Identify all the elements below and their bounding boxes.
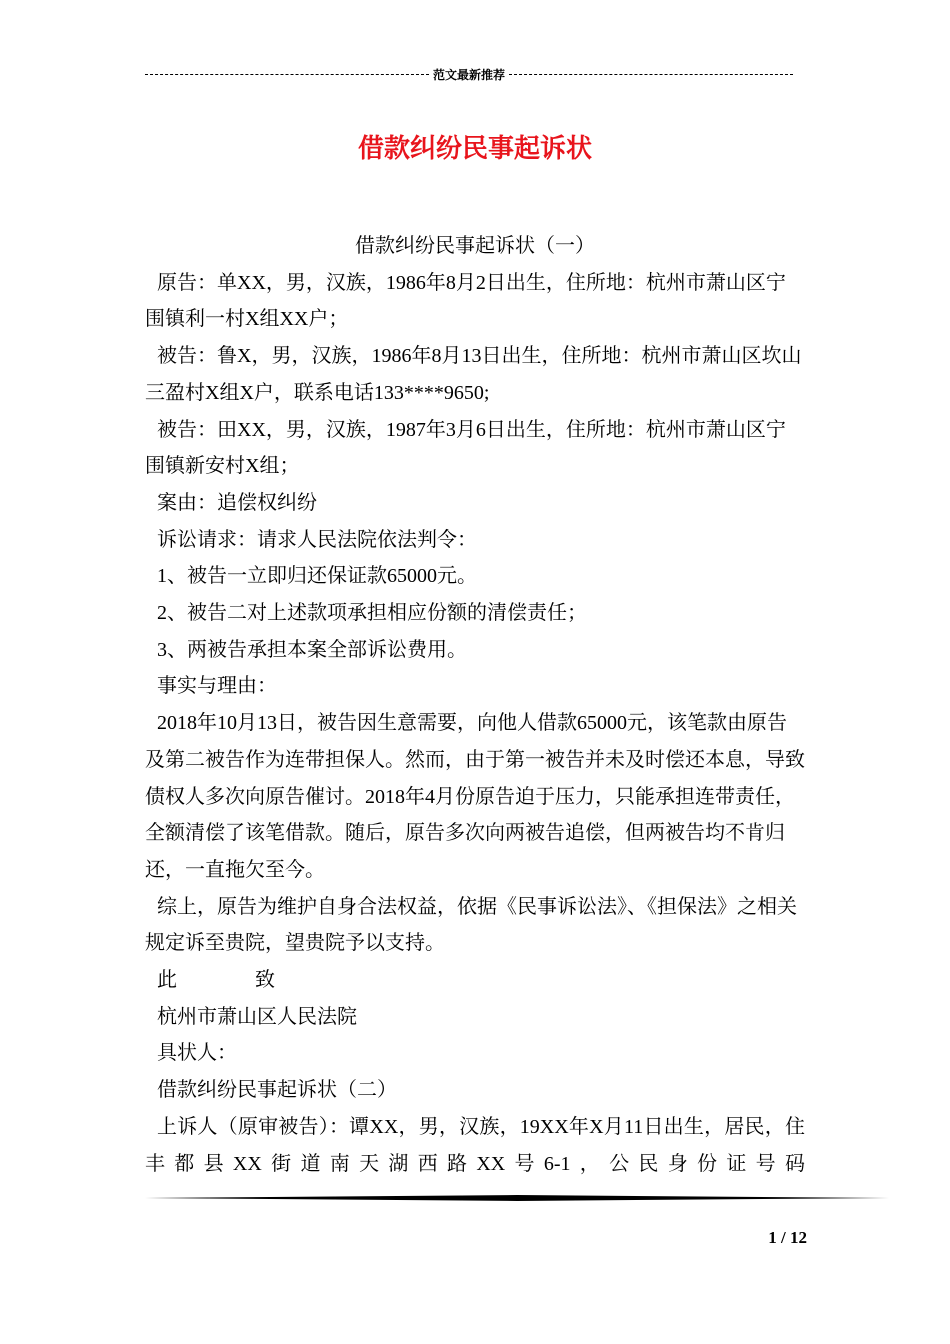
header-dash-left xyxy=(145,74,429,75)
page-header xyxy=(145,66,793,83)
defendant-1-paragraph: 被告：鲁X，男，汉族，1986年8月13日出生，住所地：杭州市萧山区坎山三盈村X组X户，联系电话133****9650; xyxy=(145,345,802,404)
footer-divider xyxy=(145,1195,889,1201)
claim-item: 1、被告一立即归还保证款65000元。 xyxy=(157,565,477,588)
court-name: 杭州市萧山区人民法院 xyxy=(157,1005,357,1028)
claims-heading: 诉讼请求：请求人民法院依法判令： xyxy=(157,528,477,551)
cause-paragraph: 案由：追偿权纠纷 xyxy=(157,491,317,514)
plaintiff-paragraph: 原告：单XX，男，汉族，1986年8月2日出生，住所地：杭州市萧山区宁围镇利一村X组XX户； xyxy=(145,271,786,331)
appellant-paragraph: 上诉人（原审被告）：谭XX，男，汉族，19XX年X月11日出生，居民，住丰都县XX街道南天湖西路XX号6-1，公民身份证号码 xyxy=(145,1115,805,1175)
document-body xyxy=(145,228,805,1182)
claim-item: 3、两被告承担本案全部诉讼费用。 xyxy=(157,638,467,661)
page-number: 1 / 12 xyxy=(768,1228,807,1247)
section-title-2: 借款纠纷民事起诉状（二） xyxy=(157,1079,397,1102)
header-label: 范文最新推荐 xyxy=(433,68,506,82)
conclusion-paragraph: 综上，原告为维护自身合法权益，依据《民事诉讼法》、《担保法》之相关规定诉至贵院，望贵院予以支持。 xyxy=(145,895,797,955)
defendant-2-paragraph: 被告：田XX，男，汉族，1987年3月6日出生，住所地：杭州市萧山区宁围镇新安村X组； xyxy=(145,418,786,478)
claim-item: 2、被告二对上述款项承担相应份额的清偿责任； xyxy=(157,602,587,625)
signer-line: 具状人： xyxy=(157,1042,237,1065)
header-dash-right xyxy=(509,74,793,75)
facts-heading: 事实与理由： xyxy=(157,675,277,698)
salutation-line xyxy=(145,962,805,999)
salutation-ci: 此 xyxy=(157,969,177,992)
section-title-1: 借款纠纷民事起诉状（一） xyxy=(355,235,595,257)
document-title: 借款纠纷民事起诉状 xyxy=(357,134,592,164)
facts-paragraph: 2018年10月13日，被告因生意需要，向他人借款65000元，该笔款由原告及第二被告作为连带担保人。然而，由于第一被告并未及时偿还本息，导致债权人多次向原告催讨。2018年4月份原告迫于压力，只能承担连带责任，全额清偿了该笔借款。随后，原告多次向两被告追偿，但两被告均不肯归还，一直拖欠至今。 xyxy=(145,712,805,881)
salutation-zhi: 致 xyxy=(255,969,275,992)
